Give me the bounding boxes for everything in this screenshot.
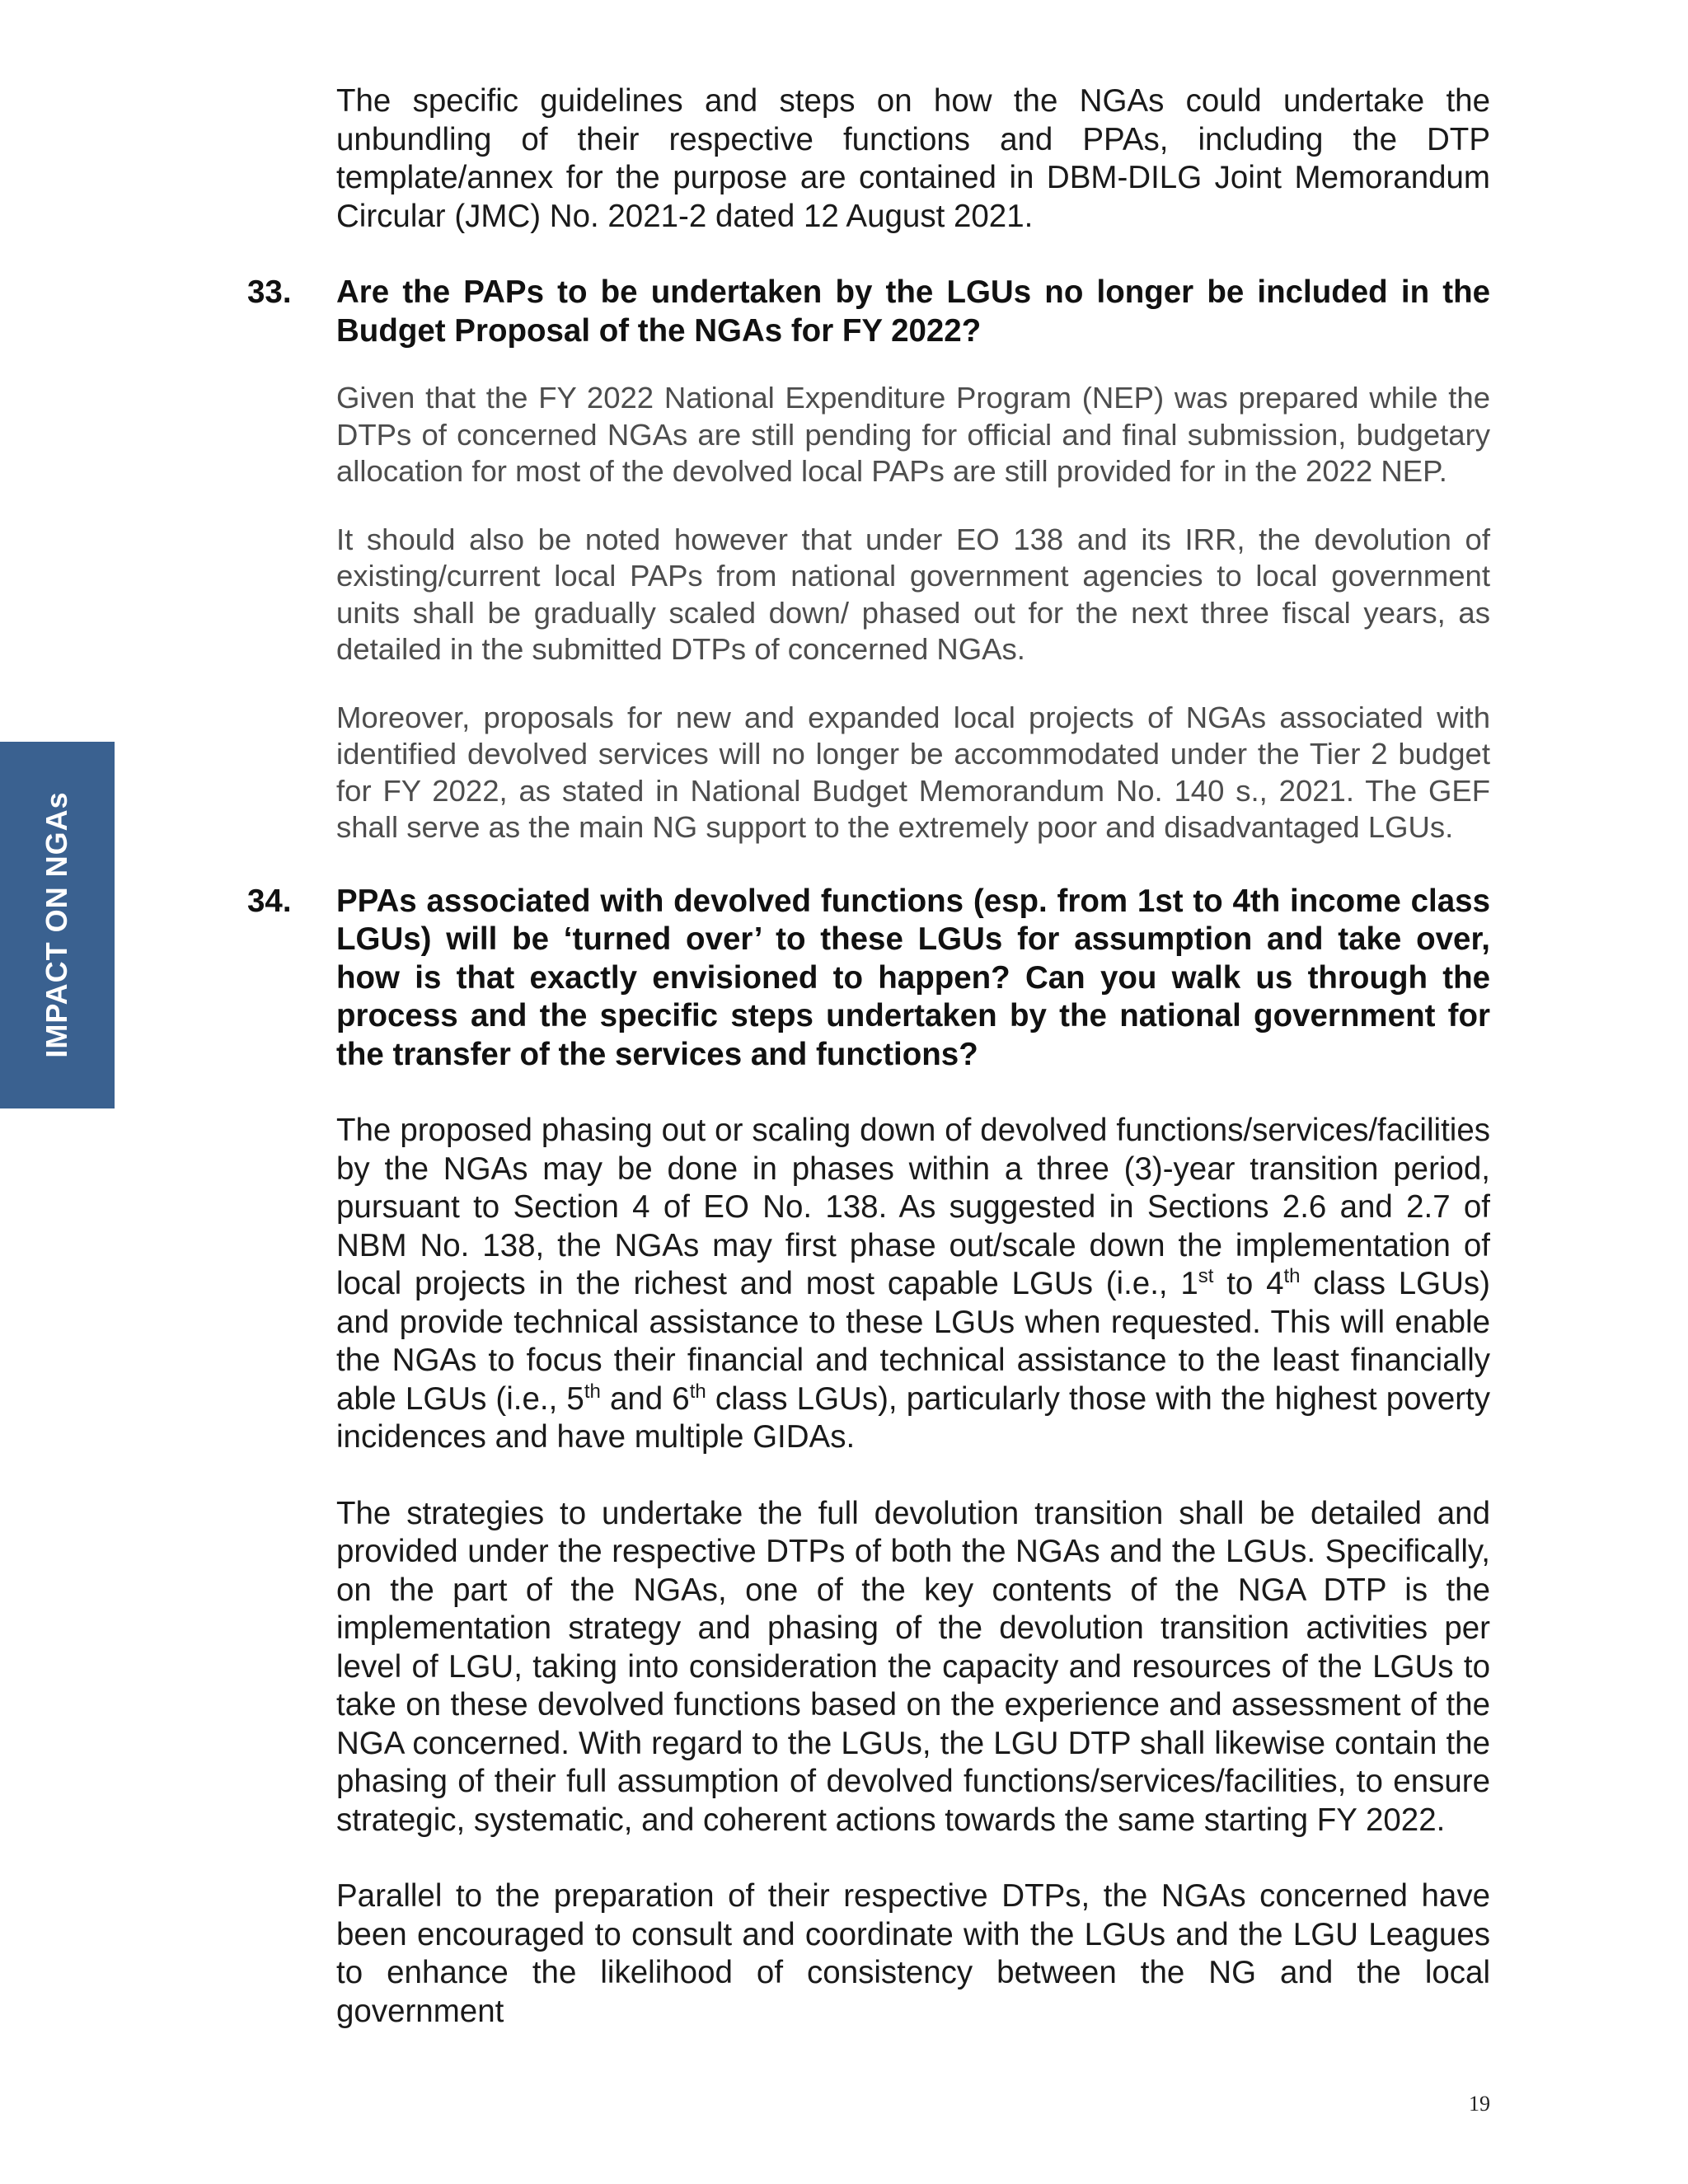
page-number: 19 [1469,2092,1490,2116]
question-text: PPAs associated with devolved functions (esp. from 1st to 4th income class LGUs) will be ‘turned over’ to these LGUs for assumption and take over, how is that exactly envisioned to happen? Can you walk us through the process and the specific steps undertaken by the national government for the transfer of the services and functions? [336,883,1490,1072]
question-33 [247,274,1490,350]
side-section-tab [0,742,115,1108]
answer-paragraph: Moreover, proposals for new and expanded local projects of NGAs associated with identified devolved services will no longer be accommodated under the Tier 2 budget for FY 2022, as stated in National Budget Memorandum No. 140 s., 2021. The GEF shall serve as the main NG support to the extremely poor and disadvantaged LGUs. [336,700,1490,844]
question-text: Are the PAPs to be undertaken by the LGUs no longer be included in the Budget Proposal of the NGAs for FY 2022? [336,274,1490,349]
question-number: 34. [247,883,292,919]
side-tab-label: IMPACT ON NGAs [40,791,73,1058]
answer-paragraph: Parallel to the preparation of their respective DTPs, the NGAs concerned have been encouraged to consult and coordinate with the LGUs and the LGU Leagues to enhance the likelihood of consistency between the NG and the local government [336,1878,1490,2029]
question-34 [247,883,1490,1075]
document-body [247,82,1490,2031]
question-number: 33. [247,274,292,310]
intro-paragraph: The specific guidelines and steps on how the NGAs could undertake the unbundling of their respective functions and PPAs, including the DTP template/annex for the purpose are contained in DBM-DILG Joint Memorandum Circular (JMC) No. 2021-2 dated 12 August 2021. [336,83,1490,234]
answer-paragraph: The strategies to undertake the full devolution transition shall be detailed and provided under the respective DTPs of both the NGAs and the LGUs. Specifically, on the part of the NGAs, one of the key contents of the NGA DTP is the implementation strategy and phasing of the devolution transition activities per level of LGU, taking into consideration the capacity and resources of the LGUs to take on these devolved functions based on the experience and assessment of the NGA concerned. With regard to the LGUs, the LGU DTP shall likewise contain the phasing of their full assumption of devolved functions/services/facilities, to ensure strategic, systematic, and coherent actions towards the same starting FY 2022. [336,1495,1490,1838]
answer-paragraph: The proposed phasing out or scaling down of devolved functions/services/facilities by the NGAs may be done in phases within a three (3)-year transition period, pursuant to Section 4 of EO No. 138. As suggested in Sections 2.6 and 2.7 of NBM No. 138, the NGAs may first phase out/scale down the implementation of local projects in the richest and most capable LGUs (i.e., 1st to 4th class LGUs) and provide technical assistance to these LGUs when requested. This will enable the NGAs to focus their financial and technical assistance to the least financially able LGUs (i.e., 5th and 6th class LGUs), particularly those with the highest poverty incidences and have multiple GIDAs. [336,1113,1490,1455]
answer-paragraph: Given that the FY 2022 National Expenditure Program (NEP) was prepared while the DTPs of concerned NGAs are still pending for official and final submission, budgetary allocation for most of the devolved local PAPs are still provided for in the 2022 NEP. [336,381,1490,488]
answer-paragraph: It should also be noted however that under EO 138 and its IRR, the devolution of existing/current local PAPs from national government agencies to local government units shall be gradually scaled down/ phased out for the next three fiscal years, as detailed in the submitted DTPs of concerned NGAs. [336,522,1490,666]
